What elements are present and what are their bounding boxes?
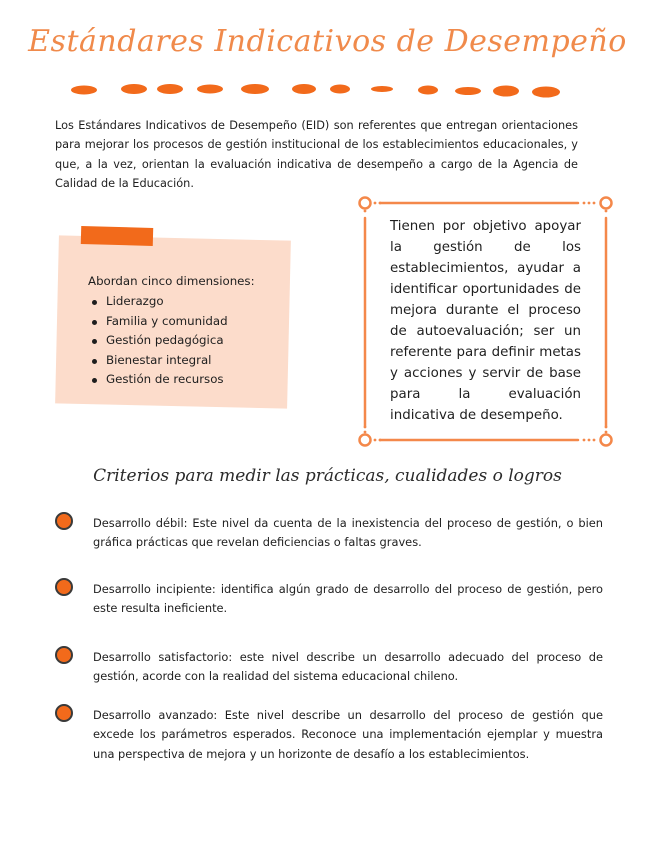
dashed-divider bbox=[70, 80, 565, 100]
dimensions-heading: Abordan cinco dimensiones: bbox=[88, 274, 255, 288]
page-title: Estándares Indicativos de Desempeño bbox=[28, 24, 627, 59]
criterion-text: Desarrollo satisfactorio: este nivel describe un desarrollo adecuado del proceso de gestión, acorde con la realidad del sistema educacional chileno. bbox=[93, 650, 603, 684]
criterion-text: Desarrollo débil: Este nivel da cuenta de la inexistencia del proceso de gestión, o bien gráfica prácticas que revelan deficiencias o faltas graves. bbox=[93, 516, 603, 550]
dimension-item: Familia y comunidad bbox=[106, 312, 278, 332]
dimension-item: Gestión pedagógica bbox=[106, 331, 278, 351]
dimensions-note bbox=[88, 274, 278, 390]
note-tape bbox=[81, 226, 153, 246]
criterion-text: Desarrollo avanzado: Este nivel describe un desarrollo del proceso de gestión que excede los parámetros esperados. Reconoce una implementación ejemplar y muestra una perspectiva de mejora y un horizonte de desafío a los establecimientos. bbox=[93, 708, 603, 761]
dimension-item: Bienestar integral bbox=[106, 351, 278, 371]
objective-text: Tienen por objetivo apoyar la gestión de los establecimientos, ayudar a identificar oportunidades de mejora durante el proceso de autoevaluación; ser un referente para definir metas y acciones y servir de base para la evaluación indicativa de desempeño. bbox=[390, 219, 581, 423]
dimension-item: Gestión de recursos bbox=[106, 370, 278, 390]
criterion-bullet bbox=[55, 704, 73, 722]
dimension-item: Liderazgo bbox=[106, 292, 278, 312]
criterion-bullet bbox=[55, 646, 73, 664]
criterion-text: Desarrollo incipiente: identifica algún grado de desarrollo del proceso de gestión, pero este resulta ineficiente. bbox=[93, 582, 603, 616]
criteria-heading: Criterios para medir las prácticas, cualidades o logros bbox=[93, 466, 562, 486]
dimensions-list bbox=[88, 292, 278, 390]
criterion-bullet bbox=[55, 578, 73, 596]
criterion-bullet bbox=[55, 512, 73, 530]
intro-paragraph: Los Estándares Indicativos de Desempeño (EID) son referentes que entregan orientaciones para mejorar los procesos de gestión institucional de los establecimientos educacionales, y que, a la vez, orientan la evaluación indicativa de desempeño a cargo de la Agencia de Calidad de la Educación. bbox=[55, 119, 578, 190]
